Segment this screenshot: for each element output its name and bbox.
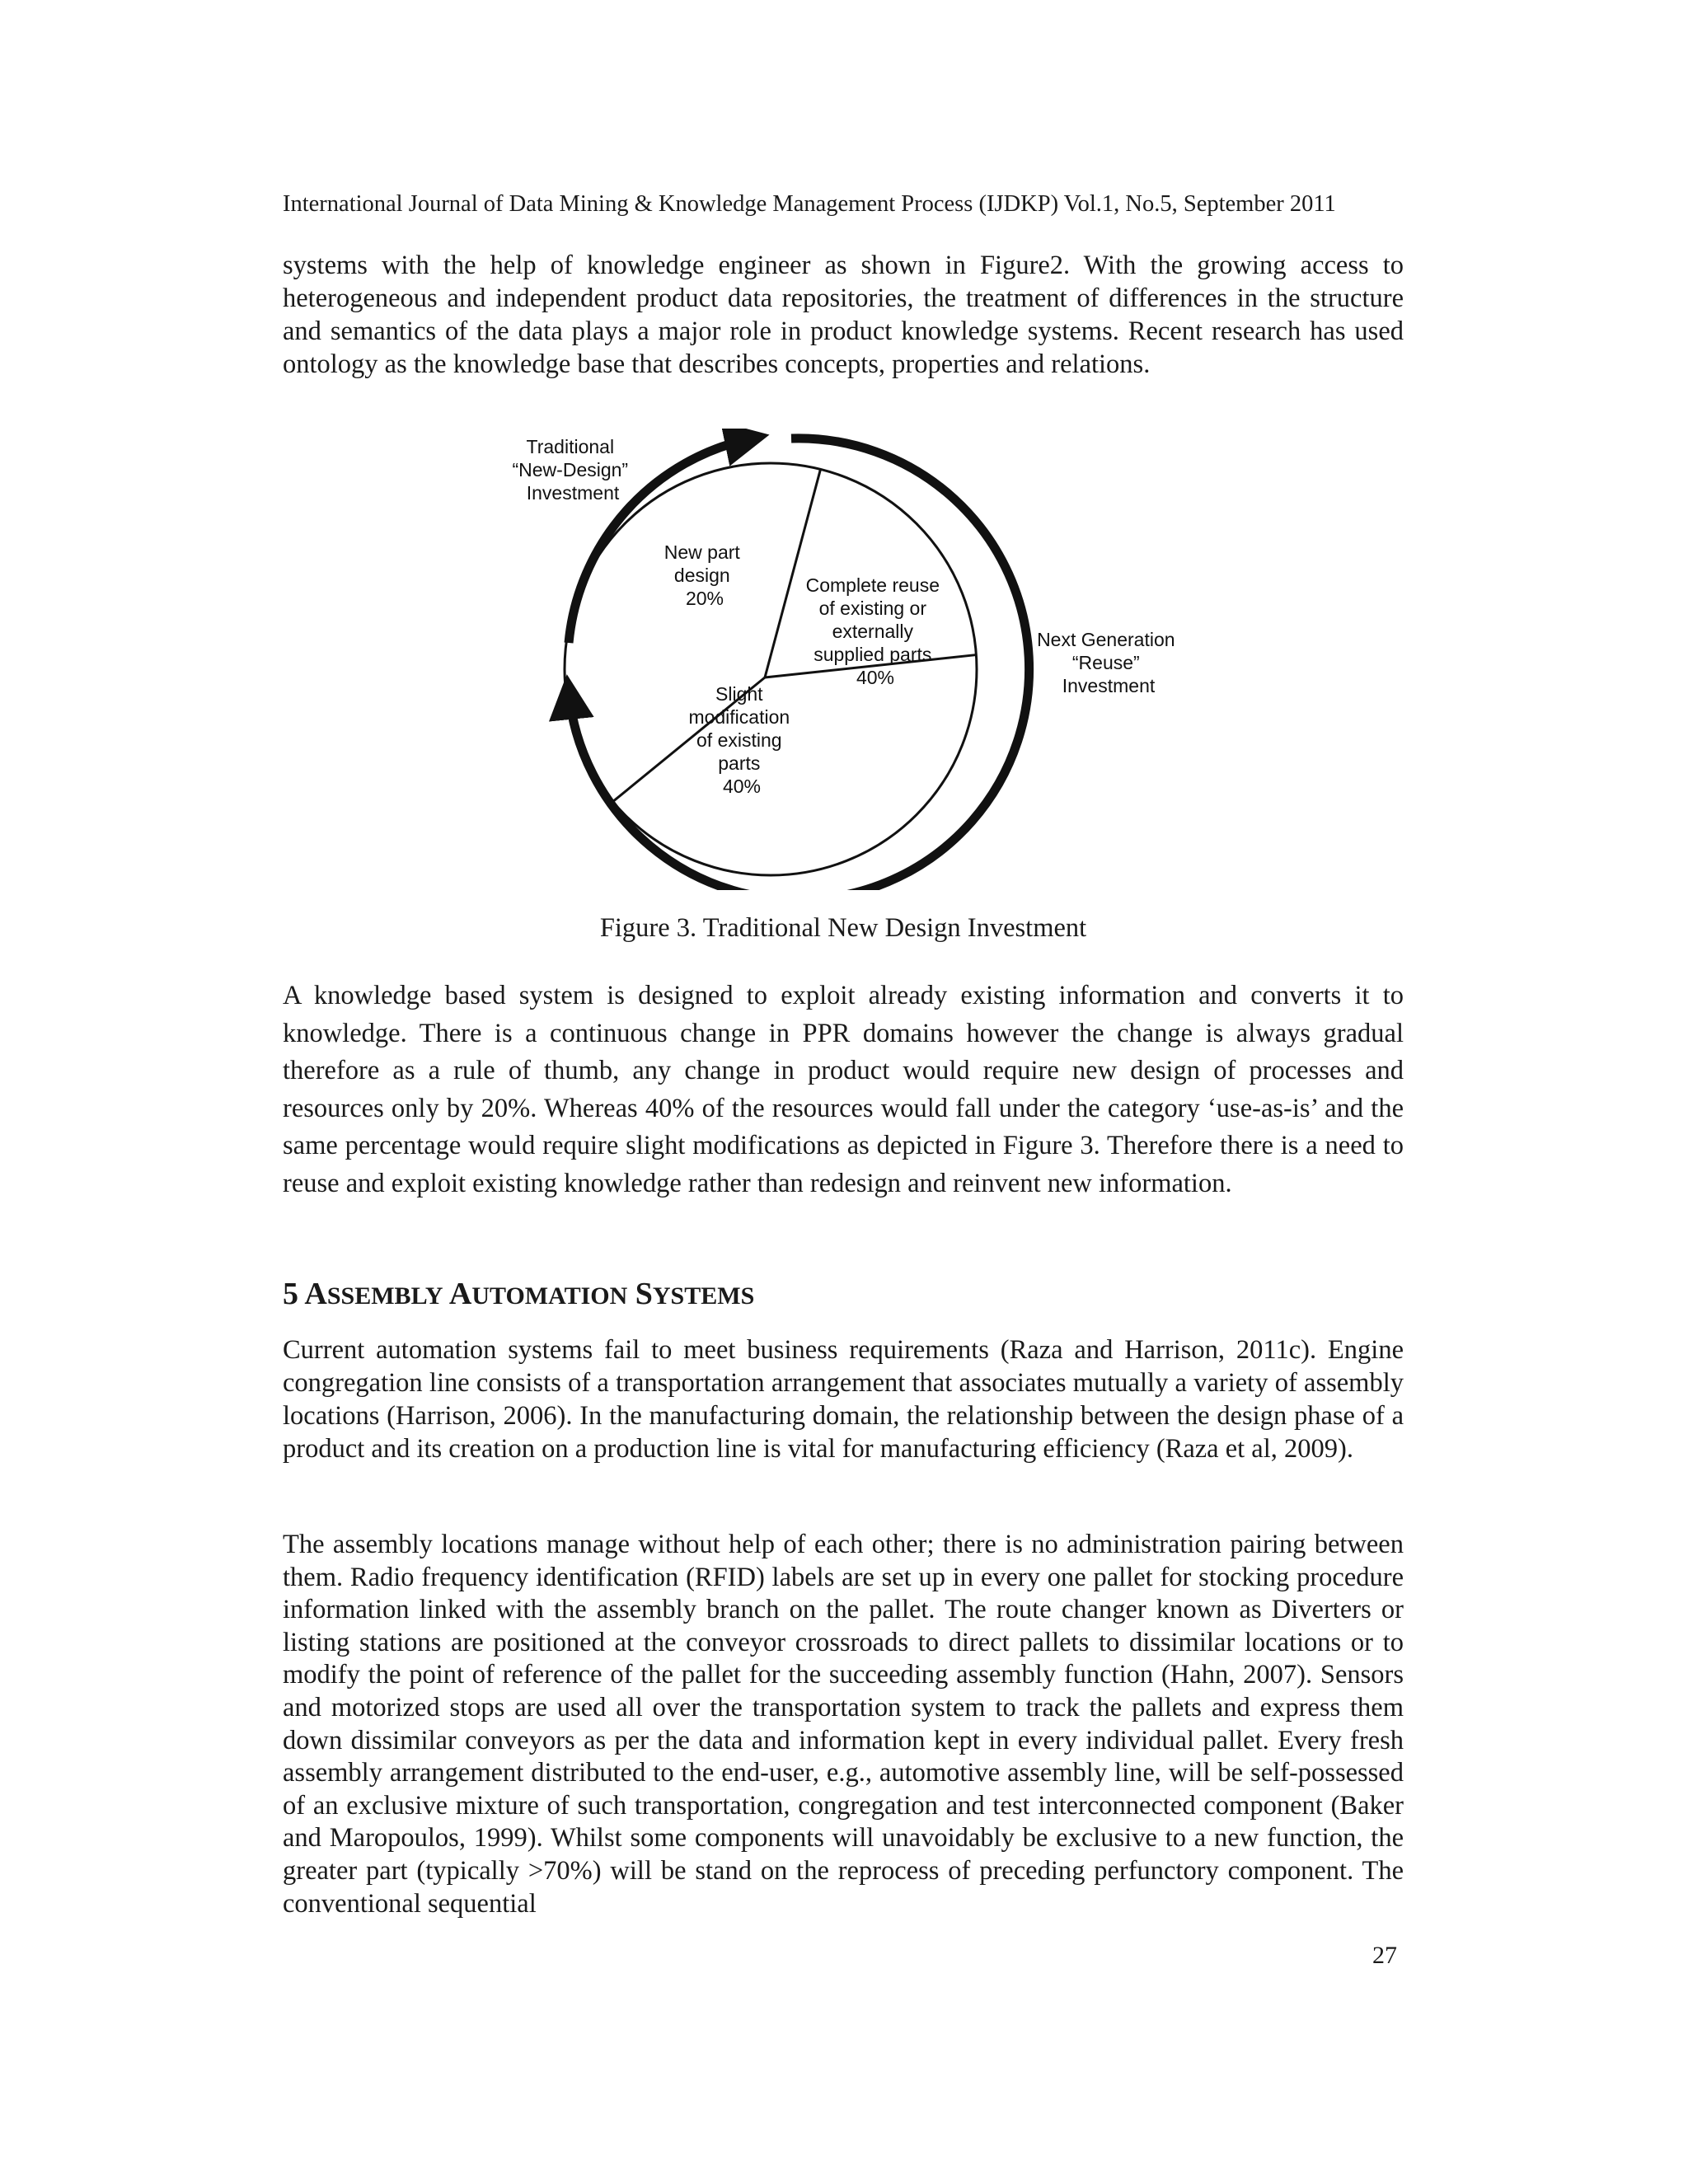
slice-label-new-part: New part design 20% bbox=[663, 541, 740, 609]
running-header: International Journal of Data Mining & Knowledge Management Process (IJDKP) Vol.1, No.5, September 2011 bbox=[283, 191, 1336, 217]
paragraph-knowledge-system: A knowledge based system is designed to exploit already existing information and converts it to knowledge. There is a continuous change in PPR domains however the change is always gradual therefore as a rule of thumb, any change in product would require new design of processes and resources only by 20%. Whereas 40% of the resources would fall under the category ‘use-as-is’ and the same percentage would require slight modifications as depicted in Figure 3. Therefore there is a need to reuse and exploit existing knowledge rather than redesign and reinvent new information. bbox=[283, 981, 1404, 1198]
reuse-investment-label: Next Generation “Reuse” Investment bbox=[1037, 629, 1175, 696]
paragraph-intro: systems with the help of knowledge engineer as shown in Figure2. With the growing access to heterogeneous and independent product data repositories, the treatment of differences in the structure and semantics of the data plays a major role in product knowledge systems. Recent research has used ontology as the knowledge base that describes concepts, properties and relations. bbox=[283, 251, 1404, 379]
pie-outline bbox=[565, 463, 977, 875]
traditional-investment-label: Traditional “New-Design” Investment bbox=[512, 436, 629, 504]
reuse-arrow bbox=[569, 438, 1029, 890]
section-heading bbox=[283, 1273, 754, 1317]
figure-3 bbox=[495, 429, 1220, 890]
slice-label-slight-modification: Slight modification of existing parts 40% bbox=[688, 683, 790, 797]
slice-boundary-1 bbox=[765, 469, 820, 677]
section-word-2: AUTOMATION bbox=[448, 1277, 628, 1311]
section-word-1: ASSEMBLY bbox=[304, 1277, 443, 1311]
section-number: 5 bbox=[283, 1277, 298, 1311]
slice-label-complete-reuse: Complete reuse of existing or externally supplied parts 40% bbox=[805, 574, 940, 688]
section-word-3: SYSTEMS bbox=[635, 1277, 755, 1311]
paragraph-assembly-locations: The assembly locations manage without help of each other; there is no administration pairing between them. Radio frequency identification (RFID) labels are set up in every one pallet for stocking procedure information linked with the assembly branch on the pallet. The route changer known as Diverters or listing stations are positioned at the conveyor crossroads to direct pallets to dissimilar locations or to modify the point of reference of the pallet for the succeeding assembly function (Hahn, 2007). Sensors and motorized stops are used all over the transportation system to track the pallets and express them down dissimilar conveyors as per the data and information kept in every individual pallet. Every fresh assembly arrangement distributed to the end-user, e.g., automotive assembly line, will be self-possessed of an exclusive mixture of such transportation, congregation and test interconnected component (Baker and Maropoulos, 1999). Whilst some components will unavoidably be exclusive to a new function, the greater part (typically >70%) will be stand on the reprocess of preceding perfunctory component. The conventional sequential bbox=[283, 1530, 1404, 1919]
page-number: 27 bbox=[1372, 1942, 1397, 1969]
figure-caption: Figure 3. Traditional New Design Investment bbox=[599, 913, 1087, 943]
pie-chart bbox=[495, 429, 1220, 890]
paragraph-automation: Current automation systems fail to meet business requirements (Raza and Harrison, 2011c). Engine congregation line consists of a transportation arrangement that associates mutually a variety of assembly locations (Harrison, 2006). In the manufacturing domain, the relationship between the design phase of a product and its creation on a production line is vital for manufacturing efficiency (Raza et al, 2009). bbox=[283, 1335, 1404, 1464]
